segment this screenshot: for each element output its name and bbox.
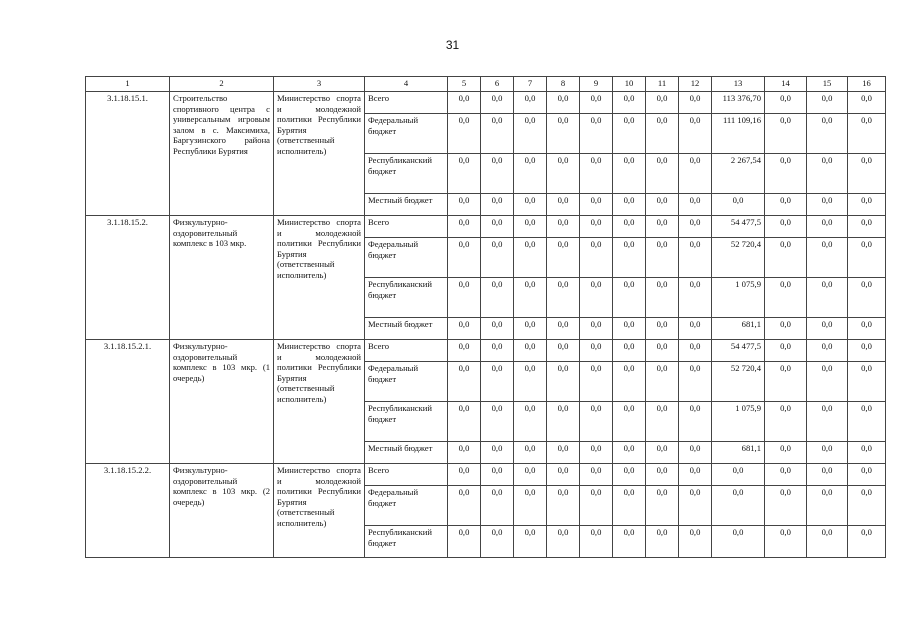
- value-cell: 0,0: [514, 340, 547, 362]
- value-cell: 0,0: [848, 318, 886, 340]
- value-cell: 0,0: [646, 362, 679, 402]
- value-cell: 0,0: [807, 340, 848, 362]
- value-cell: 0,0: [547, 402, 580, 442]
- value-cell: 0,0: [765, 486, 807, 526]
- value-cell: 0,0: [765, 114, 807, 154]
- value-cell: 0,0: [848, 216, 886, 238]
- value-cell: 0,0: [679, 278, 712, 318]
- value-cell: 0,0: [765, 340, 807, 362]
- value-cell: 0,0: [679, 154, 712, 194]
- value-cell: 0,0: [448, 340, 481, 362]
- value-cell: 0,0: [448, 486, 481, 526]
- item-code: 3.1.18.15.2.1.: [86, 340, 170, 464]
- value-cell: 0,0: [613, 402, 646, 442]
- item-name: Физкультурно-оздоровительный комплекс в 103 мкр. (2 очередь): [170, 464, 274, 558]
- value-cell: 0,0: [646, 154, 679, 194]
- value-cell: 0,0: [613, 154, 646, 194]
- value-cell: 0,0: [580, 464, 613, 486]
- value-cell: 0,0: [807, 486, 848, 526]
- value-cell: 0,0: [481, 318, 514, 340]
- column-header: 5: [448, 77, 481, 92]
- table-row: [86, 464, 886, 486]
- funding-source: Всего: [365, 340, 448, 362]
- value-cell: 0,0: [580, 278, 613, 318]
- value-cell: 0,0: [547, 526, 580, 558]
- column-header: 2: [170, 77, 274, 92]
- value-cell: 0,0: [679, 464, 712, 486]
- budget-table: [85, 76, 886, 558]
- value-cell-col13: 0,0: [712, 464, 765, 486]
- table-row: [86, 340, 886, 362]
- value-cell: 0,0: [613, 486, 646, 526]
- value-cell: 0,0: [807, 442, 848, 464]
- column-header: 7: [514, 77, 547, 92]
- value-cell: 0,0: [613, 278, 646, 318]
- value-cell: 0,0: [646, 114, 679, 154]
- value-cell: 0,0: [848, 92, 886, 114]
- value-cell: 0,0: [679, 238, 712, 278]
- item-code: 3.1.18.15.2.: [86, 216, 170, 340]
- item-executor: Министерство спорта и молодежной политики Республики Бурятия (ответственный исполнитель): [274, 216, 365, 340]
- value-cell: 0,0: [547, 340, 580, 362]
- value-cell: 0,0: [679, 216, 712, 238]
- column-header: 12: [679, 77, 712, 92]
- value-cell: 0,0: [514, 278, 547, 318]
- value-cell: 0,0: [481, 486, 514, 526]
- value-cell: 0,0: [547, 486, 580, 526]
- funding-source: Республиканский бюджет: [365, 278, 448, 318]
- value-cell: 0,0: [547, 238, 580, 278]
- value-cell: 0,0: [481, 114, 514, 154]
- value-cell: 0,0: [580, 238, 613, 278]
- value-cell: 0,0: [646, 486, 679, 526]
- value-cell-col13: 1 075,9: [712, 402, 765, 442]
- value-cell: 0,0: [481, 154, 514, 194]
- value-cell: 0,0: [514, 318, 547, 340]
- funding-source: Всего: [365, 92, 448, 114]
- column-header: 8: [547, 77, 580, 92]
- value-cell: 0,0: [613, 318, 646, 340]
- value-cell: 0,0: [547, 216, 580, 238]
- column-header: 13: [712, 77, 765, 92]
- value-cell: 0,0: [448, 278, 481, 318]
- value-cell: 0,0: [848, 194, 886, 216]
- value-cell: 0,0: [547, 318, 580, 340]
- value-cell: 0,0: [848, 114, 886, 154]
- funding-source: Федеральный бюджет: [365, 362, 448, 402]
- value-cell-col13: 0,0: [712, 194, 765, 216]
- item-executor: Министерство спорта и молодежной политики Республики Бурятия (ответственный исполнитель): [274, 464, 365, 558]
- value-cell-col13: 54 477,5: [712, 340, 765, 362]
- value-cell: 0,0: [514, 486, 547, 526]
- value-cell: 0,0: [547, 114, 580, 154]
- value-cell: 0,0: [765, 402, 807, 442]
- funding-source: Республиканский бюджет: [365, 402, 448, 442]
- funding-source: Федеральный бюджет: [365, 238, 448, 278]
- value-cell: 0,0: [580, 402, 613, 442]
- value-cell: 0,0: [613, 216, 646, 238]
- value-cell: 0,0: [613, 194, 646, 216]
- value-cell: 0,0: [514, 362, 547, 402]
- value-cell: 0,0: [547, 278, 580, 318]
- column-header: 1: [86, 77, 170, 92]
- value-cell: 0,0: [481, 402, 514, 442]
- value-cell: 0,0: [448, 464, 481, 486]
- value-cell: 0,0: [765, 318, 807, 340]
- value-cell: 0,0: [448, 526, 481, 558]
- value-cell: 0,0: [547, 464, 580, 486]
- value-cell: 0,0: [514, 526, 547, 558]
- table-row: [86, 92, 886, 114]
- value-cell: 0,0: [646, 194, 679, 216]
- value-cell: 0,0: [765, 238, 807, 278]
- funding-source: Федеральный бюджет: [365, 114, 448, 154]
- value-cell: 0,0: [613, 114, 646, 154]
- item-code: 3.1.18.15.1.: [86, 92, 170, 216]
- value-cell: 0,0: [580, 114, 613, 154]
- value-cell: 0,0: [580, 526, 613, 558]
- item-name: Физкультурно-оздоровительный комплекс в 103 мкр. (1 очередь): [170, 340, 274, 464]
- value-cell: 0,0: [807, 318, 848, 340]
- value-cell: 0,0: [481, 194, 514, 216]
- value-cell: 0,0: [580, 216, 613, 238]
- value-cell: 0,0: [547, 194, 580, 216]
- value-cell: 0,0: [646, 464, 679, 486]
- item-code: 3.1.18.15.2.2.: [86, 464, 170, 558]
- value-cell: 0,0: [646, 340, 679, 362]
- value-cell: 0,0: [547, 154, 580, 194]
- value-cell: 0,0: [613, 526, 646, 558]
- value-cell: 0,0: [448, 114, 481, 154]
- value-cell: 0,0: [807, 464, 848, 486]
- value-cell: 0,0: [807, 278, 848, 318]
- value-cell: 0,0: [848, 486, 886, 526]
- value-cell: 0,0: [807, 114, 848, 154]
- value-cell: 0,0: [807, 362, 848, 402]
- value-cell: 0,0: [514, 464, 547, 486]
- value-cell: 0,0: [481, 92, 514, 114]
- value-cell: 0,0: [679, 526, 712, 558]
- value-cell: 0,0: [807, 526, 848, 558]
- value-cell: 0,0: [448, 362, 481, 402]
- value-cell: 0,0: [646, 238, 679, 278]
- item-executor: Министерство спорта и молодежной политики Республики Бурятия (ответственный исполнитель): [274, 340, 365, 464]
- value-cell: 0,0: [580, 318, 613, 340]
- value-cell: 0,0: [448, 238, 481, 278]
- value-cell: 0,0: [481, 278, 514, 318]
- value-cell: 0,0: [848, 464, 886, 486]
- value-cell: 0,0: [848, 402, 886, 442]
- value-cell: 0,0: [679, 318, 712, 340]
- value-cell: 0,0: [765, 526, 807, 558]
- value-cell: 0,0: [481, 526, 514, 558]
- value-cell: 0,0: [848, 442, 886, 464]
- value-cell: 0,0: [580, 486, 613, 526]
- value-cell: 0,0: [765, 154, 807, 194]
- value-cell: 0,0: [580, 340, 613, 362]
- item-executor: Министерство спорта и молодежной политики Республики Бурятия (ответственный исполнитель): [274, 92, 365, 216]
- value-cell-col13: 2 267,54: [712, 154, 765, 194]
- value-cell-col13: 681,1: [712, 318, 765, 340]
- value-cell: 0,0: [514, 154, 547, 194]
- value-cell: 0,0: [765, 92, 807, 114]
- value-cell: 0,0: [807, 238, 848, 278]
- value-cell: 0,0: [646, 278, 679, 318]
- value-cell: 0,0: [580, 442, 613, 464]
- funding-source: Федеральный бюджет: [365, 486, 448, 526]
- funding-source: Всего: [365, 216, 448, 238]
- value-cell: 0,0: [547, 442, 580, 464]
- value-cell: 0,0: [547, 92, 580, 114]
- value-cell: 0,0: [807, 194, 848, 216]
- value-cell-col13: 52 720,4: [712, 238, 765, 278]
- value-cell: 0,0: [765, 194, 807, 216]
- value-cell: 0,0: [580, 194, 613, 216]
- column-header: 4: [365, 77, 448, 92]
- value-cell: 0,0: [514, 442, 547, 464]
- value-cell: 0,0: [807, 402, 848, 442]
- item-name: Физкультурно-оздоровительный комплекс в 103 мкр.: [170, 216, 274, 340]
- value-cell: 0,0: [679, 442, 712, 464]
- value-cell: 0,0: [848, 278, 886, 318]
- value-cell: 0,0: [679, 114, 712, 154]
- value-cell: 0,0: [514, 402, 547, 442]
- value-cell: 0,0: [679, 362, 712, 402]
- value-cell-col13: 0,0: [712, 486, 765, 526]
- value-cell: 0,0: [679, 194, 712, 216]
- column-header: 16: [848, 77, 886, 92]
- value-cell: 0,0: [514, 238, 547, 278]
- value-cell: 0,0: [646, 216, 679, 238]
- funding-source: Местный бюджет: [365, 194, 448, 216]
- column-header: 9: [580, 77, 613, 92]
- value-cell: 0,0: [646, 318, 679, 340]
- value-cell: 0,0: [765, 464, 807, 486]
- value-cell: 0,0: [765, 278, 807, 318]
- column-header: 11: [646, 77, 679, 92]
- funding-source: Всего: [365, 464, 448, 486]
- column-header: 3: [274, 77, 365, 92]
- value-cell: 0,0: [848, 362, 886, 402]
- header-row: [86, 77, 886, 92]
- column-header: 6: [481, 77, 514, 92]
- value-cell: 0,0: [514, 114, 547, 154]
- value-cell: 0,0: [848, 526, 886, 558]
- value-cell: 0,0: [514, 216, 547, 238]
- funding-source: Республиканский бюджет: [365, 526, 448, 558]
- value-cell: 0,0: [613, 92, 646, 114]
- column-header: 14: [765, 77, 807, 92]
- funding-source: Республиканский бюджет: [365, 154, 448, 194]
- value-cell: 0,0: [807, 216, 848, 238]
- column-header: 15: [807, 77, 848, 92]
- table-row: [86, 216, 886, 238]
- value-cell: 0,0: [580, 154, 613, 194]
- value-cell: 0,0: [807, 154, 848, 194]
- value-cell: 0,0: [807, 92, 848, 114]
- value-cell: 0,0: [646, 92, 679, 114]
- value-cell-col13: 111 109,16: [712, 114, 765, 154]
- value-cell: 0,0: [448, 442, 481, 464]
- column-header: 10: [613, 77, 646, 92]
- value-cell-col13: 54 477,5: [712, 216, 765, 238]
- value-cell: 0,0: [514, 92, 547, 114]
- value-cell: 0,0: [514, 194, 547, 216]
- value-cell: 0,0: [613, 238, 646, 278]
- value-cell: 0,0: [580, 92, 613, 114]
- value-cell: 0,0: [448, 402, 481, 442]
- value-cell: 0,0: [679, 92, 712, 114]
- value-cell: 0,0: [448, 194, 481, 216]
- value-cell: 0,0: [613, 362, 646, 402]
- value-cell: 0,0: [679, 402, 712, 442]
- value-cell: 0,0: [613, 464, 646, 486]
- funding-source: Местный бюджет: [365, 442, 448, 464]
- value-cell: 0,0: [848, 238, 886, 278]
- value-cell: 0,0: [613, 340, 646, 362]
- value-cell: 0,0: [765, 362, 807, 402]
- value-cell-col13: 1 075,9: [712, 278, 765, 318]
- value-cell: 0,0: [646, 526, 679, 558]
- value-cell: 0,0: [481, 238, 514, 278]
- value-cell: 0,0: [679, 486, 712, 526]
- value-cell: 0,0: [448, 216, 481, 238]
- value-cell-col13: 113 376,70: [712, 92, 765, 114]
- value-cell: 0,0: [679, 340, 712, 362]
- value-cell: 0,0: [481, 362, 514, 402]
- value-cell: 0,0: [765, 216, 807, 238]
- funding-source: Местный бюджет: [365, 318, 448, 340]
- item-name: Строительство спортивного центра с универсальным игровым залом в с. Максимиха, Баргузинского района Республики Бурятия: [170, 92, 274, 216]
- value-cell: 0,0: [848, 154, 886, 194]
- value-cell: 0,0: [481, 464, 514, 486]
- value-cell: 0,0: [448, 154, 481, 194]
- value-cell: 0,0: [613, 442, 646, 464]
- value-cell-col13: 0,0: [712, 526, 765, 558]
- value-cell: 0,0: [448, 92, 481, 114]
- value-cell: 0,0: [481, 442, 514, 464]
- value-cell: 0,0: [580, 362, 613, 402]
- value-cell: 0,0: [646, 442, 679, 464]
- value-cell: 0,0: [448, 318, 481, 340]
- value-cell: 0,0: [848, 340, 886, 362]
- value-cell: 0,0: [547, 362, 580, 402]
- page-number: 31: [445, 38, 460, 52]
- value-cell: 0,0: [646, 402, 679, 442]
- value-cell: 0,0: [481, 216, 514, 238]
- value-cell-col13: 52 720,4: [712, 362, 765, 402]
- value-cell-col13: 681,1: [712, 442, 765, 464]
- value-cell: 0,0: [481, 340, 514, 362]
- value-cell: 0,0: [765, 442, 807, 464]
